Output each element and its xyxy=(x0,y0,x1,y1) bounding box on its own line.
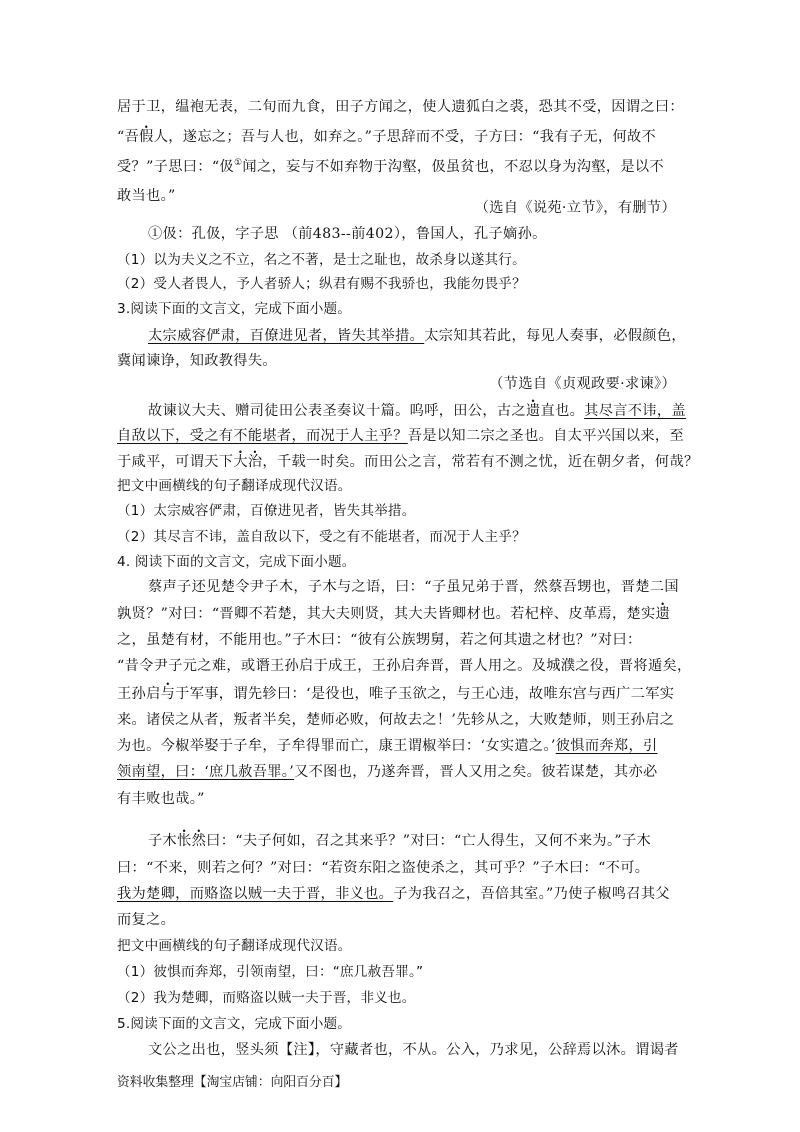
text-line xyxy=(117,762,687,782)
text-span: 曰：“夫子何如，召之其来乎？”对曰：“亡人得生，又何不来为。”子木 xyxy=(206,833,652,849)
text-line: 有丰败也哉。” xyxy=(117,791,205,807)
text-line xyxy=(117,604,687,624)
text-span: 太宗知其若此，每见人奏事，必假颜色， xyxy=(424,328,686,344)
question-item: （2）我为楚卿，而赂盗以贼一夫于晋，非义也。 xyxy=(117,990,416,1006)
text-span: “吾 xyxy=(117,129,140,145)
text-line: 来。诸侯之从者，叛者半矣，楚师必败，何故去之！’先轸从之，大败楚师，则王孙启之 xyxy=(117,712,675,728)
text-span: ，千载一时矣。而田公之言，常若有不测之忧，近在朝夕者，何哉？ xyxy=(262,454,699,470)
question-item: （2）受人者畏人，予人者骄人；纵君有赐不我骄也，我能勿畏乎？ xyxy=(117,276,526,292)
underlined-sentence: 自敌以下，受之有不能堪者，而况于人主乎？ xyxy=(117,428,408,444)
emphasized-char: 怅 xyxy=(177,833,192,849)
instruction: 把文中画横线的句子翻译成现代汉语。 xyxy=(117,938,352,954)
text-line: 蔡声子还见楚令尹子木，子木与之语，曰：“子虽兄弟于晋，然蔡吾甥也，晋楚二国 xyxy=(148,579,679,595)
text-span: 人，遂忘之；吾与人也，如弃之。”子思辞而不受，子方曰：“我有子无，何故不 xyxy=(153,129,657,145)
text-span: 闻之，妄与不如弃物于沟壑，伋虽贫也，不忍以身为沟壑，是以不 xyxy=(242,159,664,175)
question-item: （1）太宗威容俨肃，百僚进见者，皆失其举措。 xyxy=(117,503,416,519)
text-line xyxy=(117,127,687,147)
text-line xyxy=(117,452,699,472)
text-line: 居于卫，缊袍无表，二旬而九食，田子方闻之，使人遗狐白之裘，恐其不受，因谓之曰： xyxy=(117,99,684,115)
text-span: 为也。今椒举娶于子牟，子牟得罪而亡，康王谓椒举曰：‘女实遣之。’ xyxy=(117,738,556,754)
underlined-sentence: 我为楚卿，而赂盗以贼一夫于晋，非义也。 xyxy=(117,886,394,902)
question-item: （1）彼惧而奔郑，引领南望，曰：“庶几赦吾罪。” xyxy=(117,964,424,980)
source-citation: （选自《说苑·立节》，有删节） xyxy=(474,200,676,216)
question-item: （2）其尽言不讳，盖自敌以下，受之有不能堪者，而况于人主乎？ xyxy=(117,529,526,545)
emphasized-char: 然 xyxy=(191,833,207,849)
text-span: 于军事，谓先轸曰：‘是役也，唯子玉欲之，与王心违，故唯东宫与西广二军实 xyxy=(175,686,675,702)
question-title: 4. 阅读下面的文言文，完成下面小题。 xyxy=(117,554,356,570)
emphasized-char: 假 xyxy=(139,129,154,145)
text-line xyxy=(117,426,687,446)
question-title: 3.阅读下面的文言文，完成下面小题。 xyxy=(117,301,352,317)
underlined-sentence: 其尽言不讳，盖 xyxy=(584,403,686,419)
question-title: 5.阅读下面的文言文，完成下面小题。 xyxy=(117,1016,352,1032)
text-line: 曰：“不来，则若之何？”对曰：“若资东阳之盗使杀之，其可乎？”子木曰：“不可。 xyxy=(117,860,650,876)
text-line xyxy=(148,401,688,421)
footnote: ①伋：孔伋，字子思 （前483--前402），鲁国人，孔子嫡孙。 xyxy=(148,226,547,242)
underlined-sentence: 太宗威容俨肃，百僚进见者，皆失其举措。 xyxy=(148,328,425,344)
emphasized-char: 遗 xyxy=(525,403,541,419)
emphasized-char: 大 xyxy=(233,454,248,470)
question-item: （1）以为夫义之不立，名之不著，是士之耻也，故杀身以遂其行。 xyxy=(117,252,526,268)
text-span: 吾是以知二宗之圣也。自太平兴国以来，至 xyxy=(407,428,684,444)
instruction: 把文中画横线的句子翻译成现代汉语。 xyxy=(117,478,352,494)
emphasized-char: 遗 xyxy=(655,606,671,622)
emphasized-char: 治 xyxy=(247,454,263,470)
text-line xyxy=(117,684,687,704)
emphasized-char: 与 xyxy=(160,686,176,702)
text-span: 于咸平，可谓天下 xyxy=(117,454,234,470)
text-span: 孰贤？”对曰：“晋卿不若楚，其大夫则贤，其大夫皆卿材也。若杞梓、皮革焉，楚实 xyxy=(117,606,656,622)
text-line xyxy=(148,831,688,851)
text-line: 之，虽楚有材，不能用也。”子木曰：“彼有公族甥舅，若之何其遗之材也？”对曰： xyxy=(117,632,642,648)
text-line xyxy=(148,326,688,346)
footnote-marker: ① xyxy=(233,158,243,168)
text-line: 而复之。 xyxy=(117,912,176,928)
text-line: “昔令尹子元之难，或谮王孙启于成王，王孙启奔晋，晋人用之。及城濮之役，晋将遁矣， xyxy=(117,658,692,674)
text-line: 文公之出也，竖头须【注】，守藏者也，不从。公入，乃求见，公辞焉以沐。谓谒者 xyxy=(148,1042,679,1058)
text-span: 故谏议大夫、赠司徒田公表圣奏议十篇。呜呼，田公，古之 xyxy=(148,403,526,419)
text-span: 受？”子思曰：“伋 xyxy=(117,159,234,175)
text-span: 子为我召之，吾倍其室。”乃使子椒鸣召其父 xyxy=(393,886,670,902)
underlined-sentence: 彼惧而奔郑，引 xyxy=(555,738,658,754)
page-footer: 资料收集整理【淘宝店铺：向阳百分百】 xyxy=(117,1075,348,1090)
text-span: 子木 xyxy=(148,833,178,849)
text-line xyxy=(117,736,687,756)
source-citation: （节选自《贞观政要·求谏》） xyxy=(489,376,676,392)
text-line xyxy=(117,884,687,904)
text-span: 又不图也，乃遂奔晋，晋人又用之矣。彼若谋楚，其亦必 xyxy=(294,764,658,780)
text-line: 敢当也。” xyxy=(117,188,176,204)
text-line xyxy=(117,157,687,177)
text-span: 王孙启 xyxy=(117,686,161,702)
text-line: 冀闻谏诤，知政教得失。 xyxy=(117,353,277,369)
text-span: 直也。 xyxy=(540,403,585,419)
underlined-sentence: 领南望，曰：‘庶几赦吾罪。’ xyxy=(117,764,295,780)
